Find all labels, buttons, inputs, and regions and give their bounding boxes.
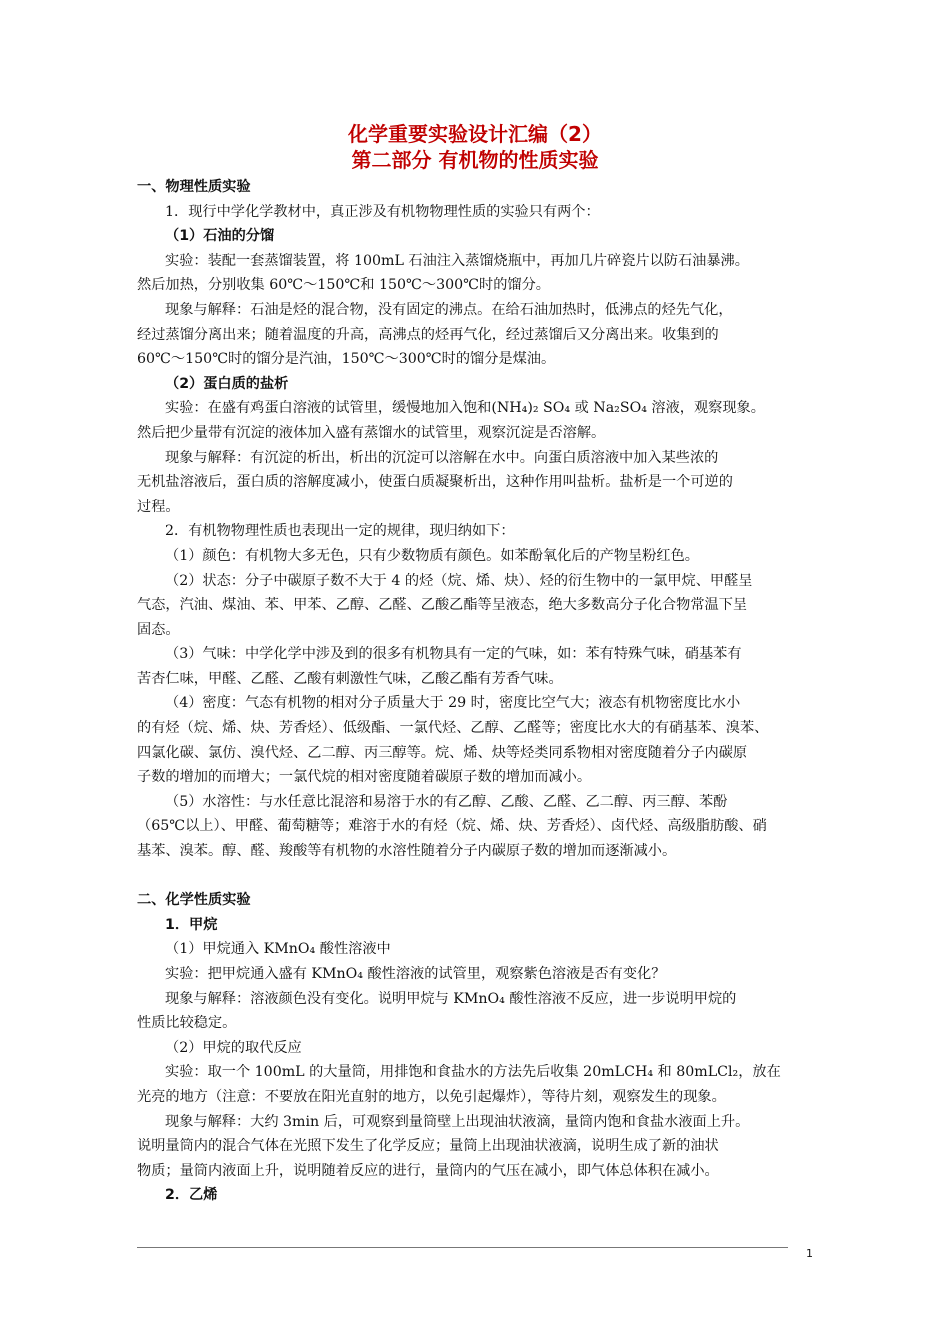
paragraph-line: 基苯、溴苯。醇、醛、羧酸等有机物的水溶性随着分子内碳原子数的增加而逐渐减小。 (137, 843, 677, 860)
subsection-heading: 1．甲烷 (165, 916, 218, 933)
footer-divider (137, 1247, 788, 1248)
paragraph-line: 然后加热，分别收集 60℃～150℃和 150℃～300℃时的馏分。 (137, 277, 550, 294)
paragraph-line: 实验：装配一套蒸馏装置，将 100mL 石油注入蒸馏烧瓶中，再加几片碎瓷片以防石油暴沸。 (165, 252, 749, 269)
paragraph-line: 2．有机物物理性质也表现出一定的规律，现归纳如下： (165, 523, 515, 540)
paragraph-line: 说明量筒内的混合气体在光照下发生了化学反应；量筒上出现油状液滴，说明生成了新的油状 (137, 1138, 719, 1155)
paragraph-line: 气态，汽油、煤油、苯、甲苯、乙醇、乙醛、乙酸乙酯等呈液态，绝大多数高分子化合物常温下呈 (137, 597, 748, 614)
document-title: 化学重要实验设计汇编（2） (348, 122, 602, 146)
paragraph-line: （1）甲烷通入 KMnO₄ 酸性溶液中 (165, 941, 391, 958)
paragraph-line: 过程。 (137, 498, 180, 515)
section-heading-physical: 一、物理性质实验 (137, 179, 251, 195)
subsection-heading: （1）石油的分馏 (165, 228, 275, 245)
paragraph-line: 物质；量筒内液面上升，说明随着反应的进行，量筒内的气压在减小，即气体总体积在减小。 (137, 1162, 719, 1179)
paragraph-line: 现象与解释：溶液颜色没有变化。说明甲烷与 KMnO₄ 酸性溶液不反应，进一步说明甲烷的 (165, 990, 737, 1007)
paragraph-line: （1）颜色：有机物大多无色，只有少数物质有颜色。如苯酚氧化后的产物呈粉红色。 (165, 547, 699, 564)
subsection-heading: 2．乙烯 (165, 1187, 218, 1204)
paragraph-line: 实验：在盛有鸡蛋白溶液的试管里，缓慢地加入饱和(NH₄)₂ SO₄ 或 Na₂SO₄ 溶液，观察现象。 (165, 400, 765, 417)
paragraph-line: 现象与解释：有沉淀的析出，析出的沉淀可以溶解在水中。向蛋白质溶液中加入某些浓的 (165, 449, 719, 466)
paragraph-line: （65℃以上）、甲醛、葡萄糖等；难溶于水的有烃（烷、烯、炔、芳香烃）、卤代烃、高级脂肪酸、硝 (137, 818, 767, 835)
paragraph-gap (137, 864, 817, 889)
paragraph-line: 的有烃（烷、烯、炔、芳香烃）、低级酯、一氯代烃、乙醇、乙醛等；密度比水大的有硝基苯、溴苯、 (137, 720, 769, 737)
section-heading-chemical: 二、化学性质实验 (137, 892, 251, 909)
paragraph-line: 实验：把甲烷通入盛有 KMnO₄ 酸性溶液的试管里，观察紫色溶液是否有变化？ (165, 966, 666, 982)
paragraph-line: 性质比较稳定。 (137, 1015, 237, 1032)
document-subtitle: 第二部分 有机物的性质实验 (351, 148, 599, 172)
paragraph-line: 经过蒸馏分离出来；随着温度的升高，高沸点的烃再气化，经过蒸馏后又分离出来。收集到的 (137, 326, 719, 343)
document-body (137, 175, 817, 1208)
paragraph-line: 苦杏仁味，甲醛、乙醛、乙酸有刺激性气味，乙酸乙酯有芳香气味。 (137, 670, 563, 687)
paragraph-line: （2）甲烷的取代反应 (165, 1039, 302, 1056)
paragraph-line: 现象与解释：石油是烃的混合物，没有固定的沸点。在给石油加热时，低沸点的烃先气化， (165, 301, 733, 318)
paragraph-line: （3）气味：中学化学中涉及到的很多有机物具有一定的气味，如：苯有特殊气味，硝基苯有 (165, 646, 742, 663)
subsection-heading: （2）蛋白质的盐析 (165, 375, 289, 392)
paragraph-line: （5）水溶性：与水任意比混溶和易溶于水的有乙醇、乙酸、乙醛、乙二醇、丙三醇、苯酚 (165, 793, 728, 810)
paragraph-line: 然后把少量带有沉淀的液体加入盛有蒸馏水的试管里，观察沉淀是否溶解。 (137, 424, 606, 441)
paragraph-line: 实验：取一个 100mL 的大量筒，用排饱和食盐水的方法先后收集 20mLCH₄ 和 80mLCl₂，放在 (165, 1064, 781, 1081)
paragraph-line: 无机盐溶液后，蛋白质的溶解度减小，使蛋白质凝聚析出，这种作用叫盐析。盐析是一个可逆的 (137, 474, 733, 491)
paragraph-line: （4）密度：气态有机物的相对分子质量大于 29 时，密度比空气大；液态有机物密度比水小 (165, 695, 741, 712)
paragraph-line: （2）状态：分子中碳原子数不大于 4 的烃（烷、烯、炔）、烃的衍生物中的一氯甲烷、甲醛呈 (165, 572, 753, 589)
paragraph-line: 现象与解释：大约 3min 后，可观察到量筒壁上出现油状液滴，量筒内饱和食盐水液面上升。 (165, 1113, 750, 1130)
paragraph-line: 子数的增加的而增大；一氯代烷的相对密度随着碳原子数的增加而减小。 (137, 769, 592, 786)
paragraph-line: 四氯化碳、氯仿、溴代烃、乙二醇、丙三醇等。烷、烯、炔等烃类同系物相对密度随着分子内碳原 (137, 744, 748, 761)
page-number: 1 (806, 1247, 813, 1260)
paragraph-line: 固态。 (137, 621, 180, 638)
paragraph-line: 光亮的地方（注意：不要放在阳光直射的地方，以免引起爆炸），等待片刻，观察发生的现象。 (137, 1088, 726, 1105)
paragraph-line: 1．现行中学化学教材中，真正涉及有机物物理性质的实验只有两个： (165, 203, 600, 220)
paragraph-line: 60℃～150℃时的馏分是汽油，150℃～300℃时的馏分是煤油。 (137, 351, 556, 368)
